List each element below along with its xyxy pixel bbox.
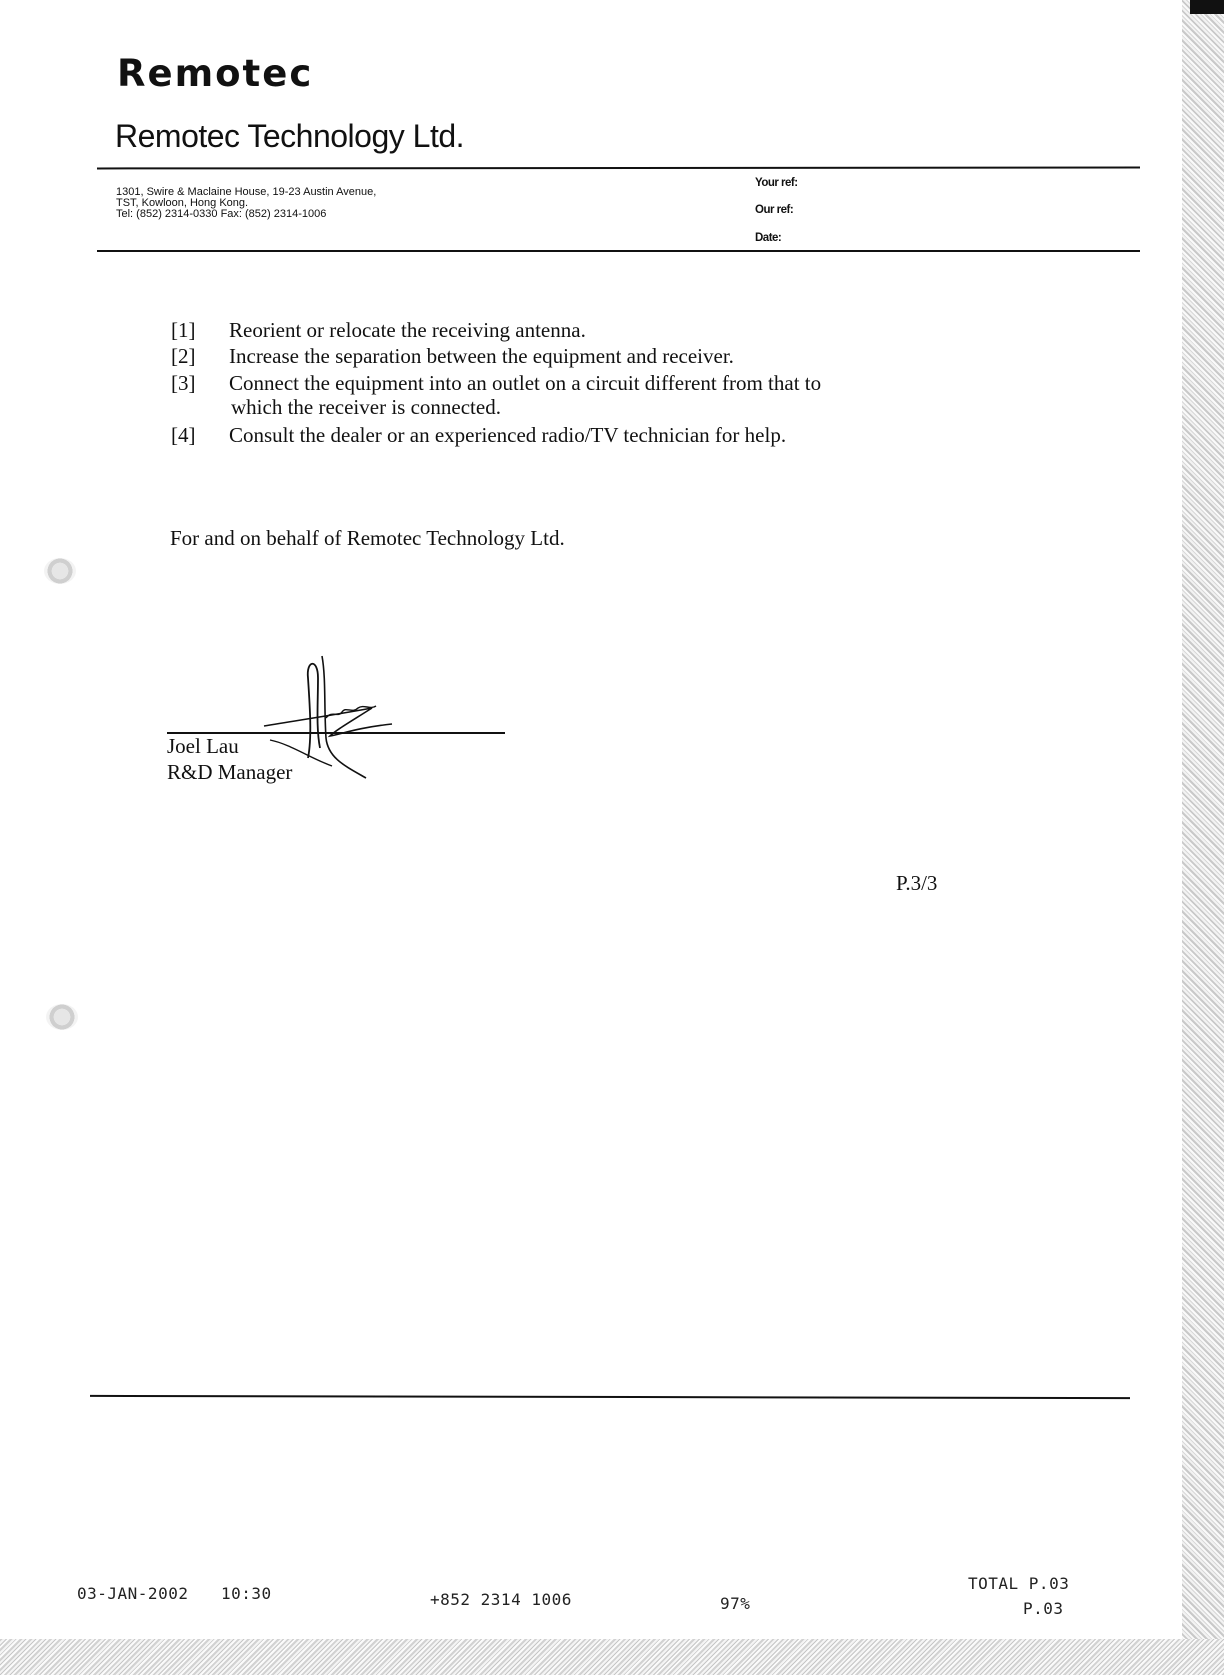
address-line: TST, Kowloon, Hong Kong. [116,197,249,209]
punch-hole-mark [46,1004,78,1030]
date-label: Date: [755,232,782,244]
your-ref-label: Your ref: [755,177,798,189]
fax-time: 10:30 [221,1584,272,1603]
fax-quality: 97% [720,1594,751,1613]
signatory-title: R&D Manager [167,760,293,784]
signatory-block [167,733,292,785]
list-item-text: Reorient or relocate the receiving antenna. [229,318,586,342]
closing-line: For and on behalf of Remotec Technology Ltd. [170,526,565,550]
scan-edge-right [1182,0,1224,1675]
fax-page: P.03 [1023,1599,1064,1618]
company-address [116,187,376,220]
list-item-number: [4] [171,423,196,447]
list-item-text: Consult the dealer or an experienced radio/TV technician for help. [229,423,787,447]
page-number: P.3/3 [896,871,938,895]
scan-edge-bottom [0,1639,1224,1675]
list-item-number: [1] [171,318,196,342]
footer-rule [90,1395,1130,1399]
signatory-name: Joel Lau [167,734,239,758]
header-rule-top [97,167,1140,170]
fax-phone: +852 2314 1006 [430,1590,572,1609]
fax-date: 03-JAN-2002 [77,1584,189,1603]
header-rule-bottom [97,250,1140,252]
list-item-number: [3] [171,371,196,395]
our-ref-label: Our ref: [755,204,794,216]
list-item-text: which the receiver is connected. [231,395,501,419]
list-item-number: [2] [171,344,196,368]
list-item-text: Connect the equipment into an outlet on a circuit different from that to [229,371,822,395]
company-name: Remotec Technology Ltd. [115,118,465,154]
punch-hole-mark [44,558,76,584]
list-item-text: Increase the separation between the equipment and receiver. [229,344,734,368]
address-line: Tel: (852) 2314-0330 Fax: (852) 2314-1006 [116,208,327,220]
fax-total-pages: TOTAL P.03 [968,1574,1070,1593]
address-line: 1301, Swire & Maclaine House, 19-23 Austin Avenue, [116,186,377,198]
brand-logo: Remotec [117,52,314,95]
